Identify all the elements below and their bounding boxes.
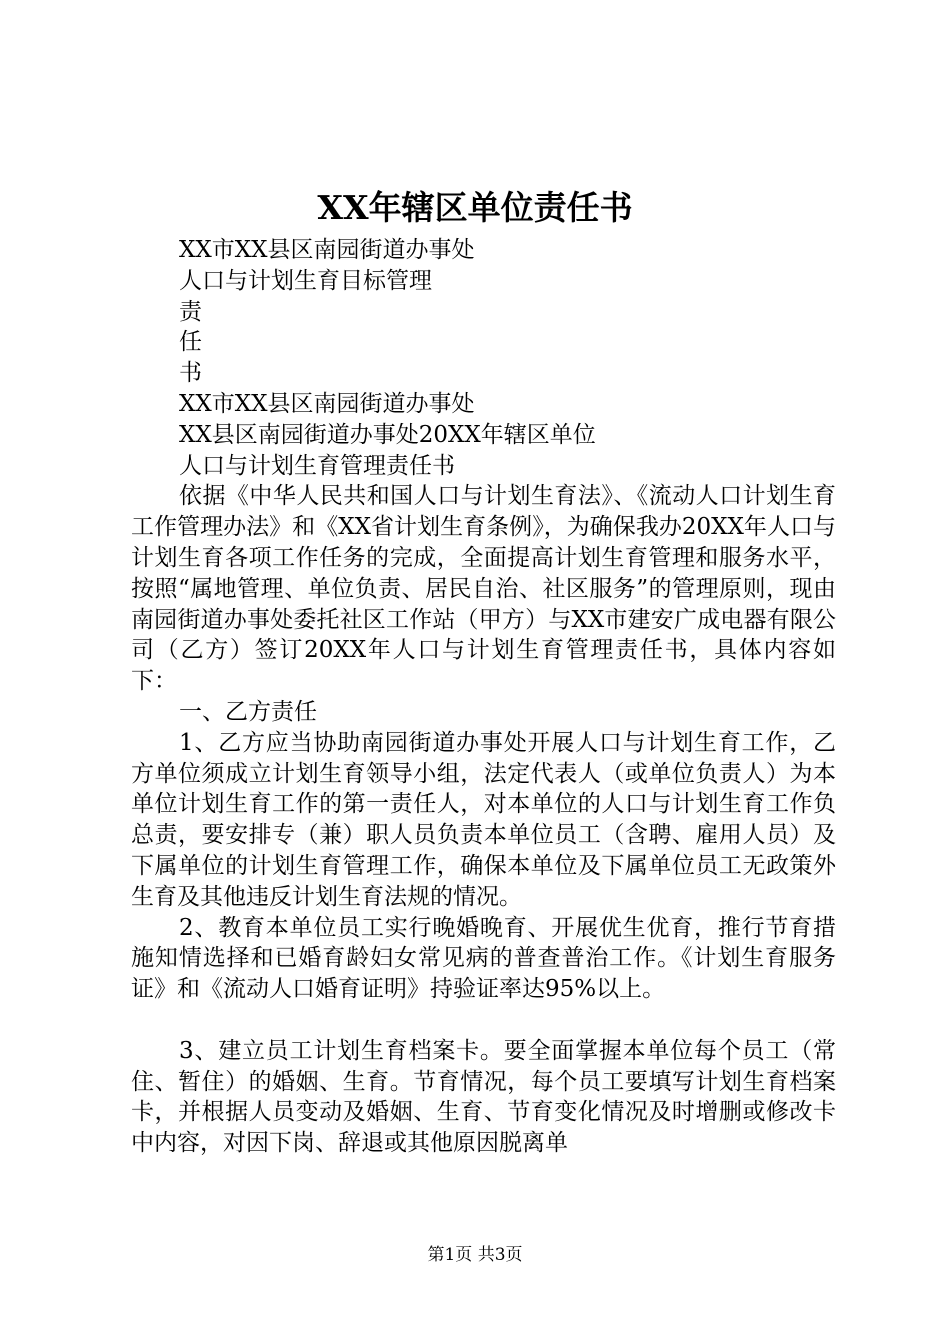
header-line: 责 [179,298,202,325]
section-heading: 一、乙方责任 [179,698,317,725]
document-title: XX年辖区单位责任书 [317,188,633,227]
header-line: XX市XX县区南园街道办事处 [179,390,475,417]
document-body [131,235,836,1159]
header-line: XX市XX县区南园街道办事处 [179,237,475,263]
blank-line [131,1005,836,1036]
page-footer: 第1页 共3页 [427,1245,523,1265]
header-line: XX县区南园街道办事处20XX年辖区单位 [179,421,596,448]
paragraph-item-3: 3、建立员工计划生育档案卡。要全面掌握本单位每个员工（常住、暂住）的婚姻、生育。节育情况，每个员工要填写计划生育档案卡，并根据人员变动及婚姻、生育、节育变化情况及时增删或修改卡中内容，对因下岗、辞退或其他原因脱离单 [131,1037,836,1157]
header-line: 人口与计划生育目标管理 [179,267,432,294]
paragraph-item-2: 2、教育本单位员工实行晚婚晚育、开展优生优育，推行节育措施知情选择和已婚育龄妇女常见病的普查普治工作。《计划生育服务证》和《流动人口婚育证明》持验证率达95%以上。 [131,914,836,1003]
paragraph-intro: 依据《中华人民共和国人口与计划生育法》、《流动人口计划生育工作管理办法》和《XX省计划生育条例》，为确保我办20XX年人口与计划生育各项工作任务的完成，全面提高计划生育管理和服务水平，按照“属地管理、单位负责、居民自治、社区服务”的管理原则，现由南园街道办事处委托社区工作站（甲方）与XX市建安广成电器有限公司（乙方）签订20XX年人口与计划生育管理责任书，具体内容如下： [131,483,836,695]
header-line: 人口与计划生育管理责任书 [179,452,455,479]
header-line: 任 [179,329,202,356]
header-line: 书 [179,360,202,387]
paragraph-item-1: 1、乙方应当协助南园街道办事处开展人口与计划生育工作，乙方单位须成立计划生育领导小组，法定代表人（或单位负责人）为本单位计划生育工作的第一责任人，对本单位的人口与计划生育工作负总责，要安排专（兼）职人员负责本单位员工（含聘、雇用人员）及下属单位的计划生育管理工作，确保本单位及下属单位员工无政策外生育及其他违反计划生育法规的情况。 [131,729,836,910]
